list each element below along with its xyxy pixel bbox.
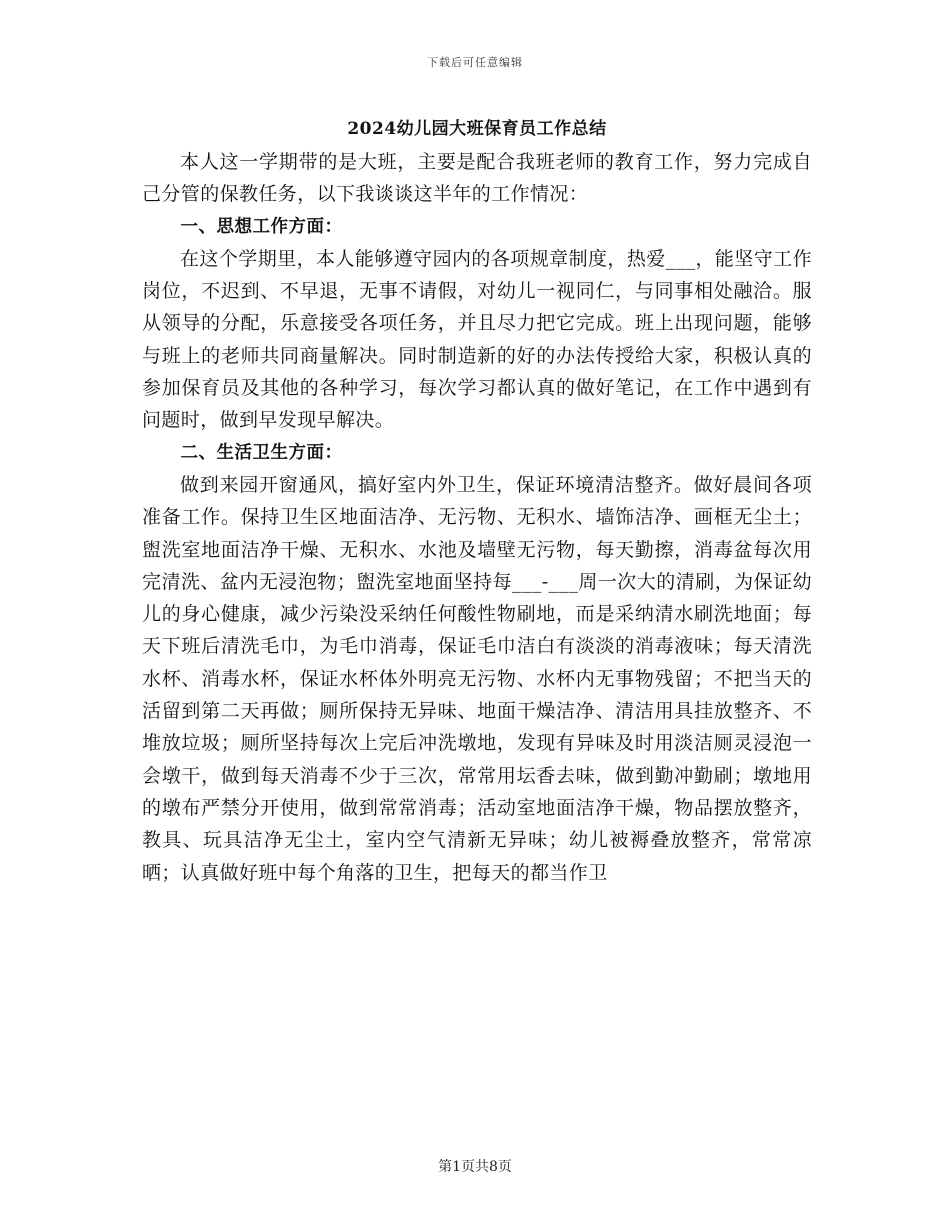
page-footer: 第1页共8页 xyxy=(438,1159,512,1175)
header-note: 下载后可任意编辑 xyxy=(427,56,523,69)
section-body-thought: 在这个学期里，本人能够遵守园内的各项规章制度，热爱___，能坚守工作岗位，不迟到、不早退，无事不请假，对幼儿一视同仁，与同事相处融洽。服从领导的分配，乐意接受各项任务，并且尽力把它完成。班上出现问题，能够与班上的老师共同商量解决。同时制造新的好的办法传授给大家，积极认真的参加保育员及其他的各种学习，每次学习都认真的做好笔记，在工作中遇到有问题时，做到早发现早解决。 xyxy=(142,247,812,432)
section-body-hygiene: 做到来园开窗通风，搞好室内外卫生，保证环境清洁整齐。做好晨间各项准备工作。保持卫生区地面洁净、无污物、无积水、墙饰洁净、画框无尘土；盥洗室地面洁净干燥、无积水、水池及墙壁无污物，每天勤擦，消毒盆每次用完清洗、盆内无浸泡物；盥洗室地面坚持每___-___周一次大的清刷，为保证幼儿的身心健康，减少污染没采纳任何酸性物刷地，而是采纳清水刷洗地面；每天下班后清洗毛巾，为毛巾消毒，保证毛巾洁白有淡淡的消毒液味；每天清洗水杯、消毒水杯，保证水杯体外明亮无污物、水杯内无事物残留；不把当天的活留到第二天再做；厕所保持无异味、地面干燥洁净、清洁用具挂放整齐、不堆放垃圾；厕所坚持每次上完后冲洗墩地，发现有异味及时用淡洁厕灵浸泡一会墩干，做到每天消毒不少于三次，常常用坛香去味，做到勤冲勤刷；墩地用的墩布严禁分开使用，做到常常消毒；活动室地面洁净干燥，物品摆放整齐，教具、玩具洁净无尘土，室内空气清新无异味；幼儿被褥叠放整齐，常常凉晒；认真做好班中每个角落的卫生，把每天的都当作卫 xyxy=(142,473,812,884)
intro-paragraph: 本人这一学期带的是大班，主要是配合我班老师的教育工作，努力完成自己分管的保教任务，以下我谈谈这半年的工作情况： xyxy=(142,151,812,206)
section-heading-thought: 一、思想工作方面： xyxy=(180,216,343,237)
section-heading-hygiene: 二、生活卫生方面： xyxy=(180,442,343,463)
document-title: 2024幼儿园大班保育员工作总结 xyxy=(347,119,607,139)
document-body xyxy=(142,112,812,889)
